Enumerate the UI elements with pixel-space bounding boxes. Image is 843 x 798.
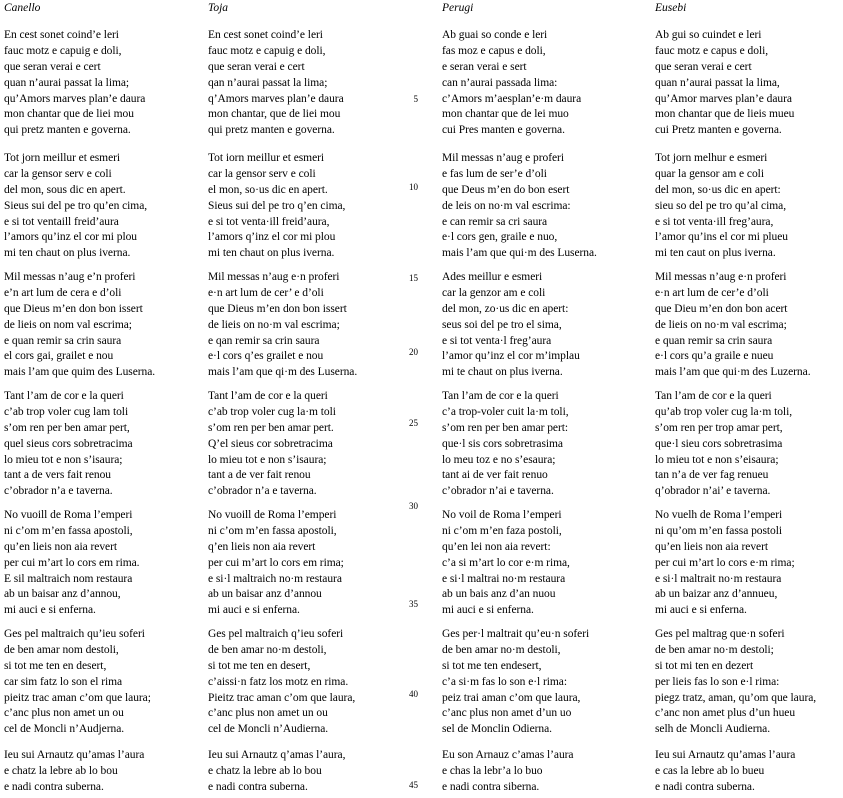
- verse-line: e si tot venta·l freg’aura: [442, 334, 552, 347]
- verse-line: car la genzor am e coli: [442, 286, 546, 299]
- verse-line: e nadi contra suberna.: [208, 780, 308, 793]
- verse-line: c’anc plus non amet un ou: [208, 707, 328, 720]
- verse-line: ab un baisar anz d’annou: [208, 588, 322, 601]
- verse-line: per lieis fas lo son e·l rima:: [655, 675, 780, 688]
- stanza: [208, 508, 344, 619]
- verse-line: Mil messas n’aug e’n proferi: [4, 271, 136, 283]
- stanza: [442, 389, 569, 500]
- stanza: [655, 270, 811, 381]
- verse-line: e fas lum de ser’e d’oli: [442, 167, 547, 180]
- verse-line: Ges pel maltrag que·n soferi: [655, 628, 785, 640]
- stanza: [655, 28, 794, 139]
- verse-line: tant a de ver fait renou: [208, 469, 311, 482]
- verse-line: Sieus sui del pe tro q’en cima,: [208, 199, 346, 212]
- verse-line: que Dieu m’en don bon acert: [655, 302, 788, 315]
- verse-line: de lieis on nom val escrima;: [4, 318, 132, 331]
- verse-line: cel de Moncli n’Audierna.: [208, 723, 329, 736]
- line-number: 45: [409, 780, 418, 790]
- verse-line: mi ten chaut on plus iverna.: [4, 247, 131, 260]
- verse-line: e chatz la lebre ab lo bou: [208, 764, 322, 777]
- verse-line: si tot me ten en desert,: [208, 659, 311, 672]
- stanza: [655, 748, 795, 796]
- verse-line: lo mieu tot e non s’isaura;: [208, 453, 327, 466]
- verse-line: e nadi contra suberna.: [4, 780, 104, 793]
- verse-line: Tant l’am de cor e la queri: [208, 390, 328, 402]
- verse-line: mon chantar que de liei mou: [4, 108, 134, 121]
- verse-line: per cui m’art lo cors em rima.: [4, 556, 140, 569]
- line-number: 40: [409, 689, 418, 699]
- verse-line: s’om ren per ben amar pert:: [442, 421, 569, 434]
- stanza: [4, 28, 145, 139]
- verse-line: e·l cors gen, graile e nuo,: [442, 231, 558, 244]
- verse-line: pieitz trac aman c’om que laura;: [4, 691, 151, 704]
- verse-line: car sim fatz lo son el rima: [4, 675, 123, 688]
- verse-line: cel de Moncli n’Audjerna.: [4, 723, 125, 736]
- line-number: 5: [413, 94, 418, 104]
- verse-line: En cest sonet coind’e leri: [208, 29, 323, 41]
- verse-line: Pieitz trac aman c’om que laura,: [208, 691, 356, 704]
- verse-line: E sil maltraich nom restaura: [4, 572, 133, 585]
- verse-line: fauc motz e capuig e doli,: [208, 44, 326, 57]
- verse-line: Ges pel maltraich qu’ieu soferi: [4, 628, 145, 640]
- verse-line: l’amor qu’ins el cor mi plueu: [655, 231, 789, 244]
- verse-line: tant ai de ver fait renuo: [442, 469, 548, 482]
- verse-line: mais l’am que quim des Luserna.: [4, 366, 156, 379]
- verse-line: No vuelh de Roma l’emperi: [655, 509, 783, 521]
- stanza: [4, 151, 147, 262]
- verse-line: car la gensor serv e coli: [4, 167, 112, 180]
- verse-line: mi auci e si enferna.: [208, 604, 300, 617]
- verse-line: de leis on no·m val escrima:: [442, 199, 571, 212]
- verse-line: quan n’aurai passat la lima;: [4, 76, 130, 89]
- verse-line: lo meu toz e no s’esaura;: [442, 453, 556, 466]
- verse-line: e si·l maltrai no·m restaura: [442, 572, 566, 585]
- verse-line: que seran verai e cert: [208, 60, 305, 73]
- verse-line: Ges pel maltraich q’ieu soferi: [208, 628, 344, 640]
- verse-line: s’om ren per ben amar pert,: [4, 421, 130, 434]
- stanza: [442, 748, 573, 796]
- verse-line: sel de Monclin Odierna.: [442, 723, 552, 736]
- verse-line: selh de Moncli Audierna.: [655, 723, 771, 736]
- verse-line: c’Amors m’aesplan’e·m daura: [442, 92, 582, 105]
- verse-line: de ben amar no·m destoli;: [655, 643, 774, 656]
- stanza: [208, 389, 336, 500]
- verse-line: si tot me ten en desert,: [4, 659, 107, 672]
- verse-line: c’anc non amet plus d’un hueu: [655, 707, 796, 720]
- verse-line: mi auci e si enferna.: [655, 604, 747, 617]
- verse-line: qu’en lieis non aia revert: [4, 540, 118, 553]
- verse-line: e chatz la lebre ab lo bou: [4, 764, 118, 777]
- verse-line: e nadi contra siberna.: [442, 780, 540, 793]
- verse-line: En cest sonet coind’e leri: [4, 29, 119, 41]
- verse-line: quel sieus cors sobretracima: [4, 437, 133, 450]
- verse-line: qu’en lieis non aia revert: [655, 540, 769, 553]
- stanza: [4, 748, 144, 796]
- verse-line: e si tot venta·ill freg’aura,: [655, 215, 774, 228]
- stanza: [442, 151, 597, 262]
- verse-line: cui Pretz manten e governa.: [655, 124, 782, 137]
- verse-line: No voil de Roma l’emperi: [442, 509, 562, 521]
- verse-line: del mon, zo·us dic en apert:: [442, 302, 569, 315]
- verse-line: e can remir sa cri saura: [442, 215, 548, 228]
- verse-line: ab un bais anz d’an nuou: [442, 588, 556, 601]
- verse-line: Ab guai so conde e leri: [442, 29, 548, 41]
- verse-line: Sieus sui del pe tro qu’en cima,: [4, 199, 148, 212]
- verse-line: mi ten chaut on plus iverna.: [208, 247, 335, 260]
- verse-line: fauc motz e capus e doli,: [655, 44, 769, 57]
- verse-line: Mil messas n’aug e·n proferi: [655, 271, 787, 283]
- verse-line: qu’en lei non aia revert:: [442, 540, 551, 553]
- verse-line: qan n’aurai passat la lima;: [208, 76, 328, 89]
- stanza: [655, 389, 792, 500]
- verse-line: Tan l’am de cor e la queri: [655, 390, 772, 402]
- verse-line: e si·l maltraich no·m restaura: [208, 572, 342, 585]
- verse-line: de ben amar nom destoli,: [4, 643, 119, 656]
- verse-line: qu’Amor marves plan’e daura: [655, 92, 792, 105]
- stanza: [442, 28, 581, 139]
- verse-line: Tant l’am de cor e la queri: [4, 390, 124, 402]
- verse-line: si tot me ten endesert,: [442, 659, 542, 672]
- verse-line: c’ab trop voler cug la·m toli: [208, 405, 336, 418]
- stanza: [4, 508, 140, 619]
- stanza: [208, 627, 355, 738]
- verse-line: e si tot ventaill freid’aura: [4, 215, 119, 228]
- verse-line: mon chantar que de lei muo: [442, 108, 569, 121]
- column-heading: Eusebi: [655, 2, 687, 14]
- verse-line: mais l’am que qi·m des Luserna.: [208, 366, 358, 379]
- verse-line: Ab gui so cuindet e leri: [655, 29, 762, 41]
- verse-line: c’obrador n’a e taverna.: [208, 485, 317, 498]
- verse-line: el mon, so·us dic en apert.: [208, 183, 328, 196]
- verse-line: Tan l’am de cor e la queri: [442, 390, 559, 402]
- verse-line: Tot iorn meillur et esmeri: [208, 152, 325, 164]
- verse-line: fauc motz e capuig e doli,: [4, 44, 122, 57]
- verse-line: ni qu’om m’en fassa postoli: [655, 524, 783, 537]
- verse-line: ab un baisar anz d’annou,: [4, 588, 121, 601]
- verse-line: Mil messas n’aug e·n proferi: [208, 271, 340, 283]
- stanza: [208, 748, 345, 796]
- verse-line: per cui m’art lo cors em rima;: [208, 556, 344, 569]
- verse-line: c’a si·m fas lo son e·l rima:: [442, 675, 568, 688]
- line-number: 30: [409, 501, 418, 511]
- column-heading: Perugi: [442, 2, 474, 14]
- verse-line: e·n art lum de cer’ e d’oli: [208, 286, 324, 299]
- verse-line: s’om ren per ben amar pert.: [208, 421, 334, 434]
- verse-line: cui Pres manten e governa.: [442, 124, 565, 137]
- verse-line: que seran verai e cert: [655, 60, 752, 73]
- verse-line: c’ab trop voler cug lam toli: [4, 405, 129, 418]
- verse-line: ni c’om m’en fassa apostoli,: [208, 524, 337, 537]
- verse-line: c’a trop-voler cuit la·m toli,: [442, 405, 569, 418]
- verse-line: Tot jorn melhur e esmeri: [655, 152, 768, 164]
- verse-line: mais l’am que qui·m des Luserna.: [442, 247, 597, 260]
- verse-line: Mil messas n’aug e proferi: [442, 152, 564, 164]
- line-number: 25: [409, 418, 418, 428]
- verse-line: que Dieus m’en don bon issert: [208, 302, 347, 315]
- stanza: [655, 627, 816, 738]
- verse-line: e seran verai e sert: [442, 60, 527, 73]
- verse-line: l’amors q’inz el cor mi plou: [208, 231, 336, 244]
- verse-line: seus soi del pe tro el sima,: [442, 318, 562, 331]
- verse-line: c’aissi·n fatz los motz en rima.: [208, 675, 349, 688]
- verse-line: mon chantar, que de liei mou: [208, 108, 341, 121]
- verse-line: que seran verai e cert: [4, 60, 101, 73]
- verse-line: piegz tratz, aman, qu’om que laura,: [655, 691, 817, 704]
- verse-line: tant a de vers fait renou: [4, 469, 111, 482]
- verse-line: c’anc plus non amet un ou: [4, 707, 124, 720]
- verse-line: que Dieus m’en don bon issert: [4, 302, 143, 315]
- line-number: 15: [409, 273, 418, 283]
- verse-line: del mon, sous dic en apert.: [4, 183, 126, 196]
- stanza: [442, 627, 589, 738]
- verse-line: qu’ab trop voler cug la·m toli,: [655, 405, 793, 418]
- verse-line: que·l sieu cors sobretrasima: [655, 437, 783, 450]
- verse-line: e chas la lebr’a lo buo: [442, 764, 543, 777]
- verse-line: e·l cors qu’a graile e nueu: [655, 350, 774, 363]
- verse-line: Tot jorn meillur et esmeri: [4, 152, 121, 164]
- verse-line: mi ten caut on plus iverna.: [655, 247, 776, 260]
- verse-line: ni c’om m’en fassa apostoli,: [4, 524, 133, 537]
- stanza: [442, 508, 570, 619]
- verse-line: e·l cors q’es grailet e nou: [208, 350, 324, 363]
- stanza: [655, 508, 795, 619]
- verse-line: c’anc plus non amet d’un uo: [442, 707, 572, 720]
- verse-line: e qan remir sa crin saura: [208, 334, 320, 347]
- verse-line: q’obrador n’ai’ e taverna.: [655, 485, 771, 498]
- stanza: [4, 270, 155, 381]
- verse-line: peiz trai aman c’om que laura,: [442, 691, 581, 704]
- verse-line: lo mieu tot e non s’eisaura;: [655, 453, 779, 466]
- verse-line: de ben amar no·m destoli,: [208, 643, 327, 656]
- verse-line: mi auci e si enferna.: [4, 604, 96, 617]
- verse-line: de lieis on no·m val escrima;: [208, 318, 340, 331]
- verse-line: tan n’a de ver fag renueu: [655, 469, 769, 482]
- stanza: [208, 28, 344, 139]
- verse-line: Ieu sui Arnautz q’amas l’aura,: [208, 749, 346, 761]
- line-number: 20: [409, 347, 418, 357]
- verse-line: de lieis on no·m val escrima;: [655, 318, 787, 331]
- verse-line: e quan remir sa crin saura: [655, 334, 773, 347]
- verse-line: mon chantar que de lieis mueu: [655, 108, 795, 121]
- verse-line: Ades meillur e esmeri: [442, 271, 543, 283]
- verse-line: l’amors qu’inz el cor mi plou: [4, 231, 138, 244]
- stanza: [4, 389, 133, 500]
- verse-line: e’n art lum de cera e d’oli: [4, 286, 122, 299]
- verse-line: qui pretz manten e governa.: [208, 124, 335, 137]
- verse-line: que Deus m’en do bon esert: [442, 183, 570, 196]
- verse-line: que·l sis cors sobretrasima: [442, 437, 563, 450]
- column-heading: Canello: [4, 2, 41, 14]
- verse-line: ab un baizar anz d’annueu,: [655, 588, 778, 601]
- verse-line: fas moz e capus e doli,: [442, 44, 546, 57]
- line-number: 10: [409, 182, 418, 192]
- verse-line: q’en lieis non aia revert: [208, 540, 316, 553]
- verse-line: c’obrador n’ai e taverna.: [442, 485, 554, 498]
- stanza: [208, 270, 357, 381]
- verse-line: per cui m’art lo cors e·m rima;: [655, 556, 795, 569]
- verse-line: Ieu sui Arnautz qu’amas l’aura: [4, 749, 145, 761]
- verse-line: sieu so del pe tro qu’al cima,: [655, 199, 787, 212]
- verse-line: si tot mi ten en dezert: [655, 659, 754, 672]
- verse-line: q’Amors marves plan’e daura: [208, 92, 344, 105]
- verse-line: s’om ren per trop amar pert,: [655, 421, 783, 434]
- verse-line: e cas la lebre ab lo bueu: [655, 764, 765, 777]
- verse-line: e si tot venta·ill freid’aura,: [208, 215, 330, 228]
- stanza: [655, 151, 788, 262]
- verse-line: e nadi contra suberna.: [655, 780, 755, 793]
- verse-line: e si·l maltrait no·m restaura: [655, 572, 782, 585]
- verse-line: quan n’aurai passat la lima,: [655, 76, 780, 89]
- verse-line: e·n art lum de cer’e d’oli: [655, 286, 769, 299]
- verse-line: el cors gai, grailet e nou: [4, 350, 114, 363]
- verse-line: Q’el sieus cor sobretracima: [208, 437, 333, 450]
- verse-line: mais l’am que qui·m des Luzerna.: [655, 366, 811, 379]
- verse-line: No vuoill de Roma l’emperi: [208, 509, 337, 521]
- verse-line: ni c’om m’en faza postoli,: [442, 524, 562, 537]
- stanza: [208, 151, 345, 262]
- verse-line: car la gensor serv e coli: [208, 167, 316, 180]
- column-heading: Toja: [208, 2, 229, 14]
- verse-line: Eu son Arnauz c’amas l’aura: [442, 749, 574, 761]
- verse-line: e quan remir sa crin saura: [4, 334, 122, 347]
- verse-line: c’obrador n’a e taverna.: [4, 485, 113, 498]
- verse-line: lo mieu tot e non s’isaura;: [4, 453, 123, 466]
- line-number: 35: [409, 599, 418, 609]
- stanza: [442, 270, 580, 381]
- verse-line: mi auci e si enferna.: [442, 604, 534, 617]
- verse-line: de ben amar no·m destoli,: [442, 643, 561, 656]
- verse-line: l’amor qu’inz el cor m’implau: [442, 350, 580, 363]
- verse-line: del mon, so·us dic en apert:: [655, 183, 781, 196]
- verse-line: quar la gensor am e coli: [655, 167, 764, 180]
- verse-line: No vuoill de Roma l’emperi: [4, 509, 133, 521]
- verse-line: c’a si m’art lo cor e·m rima,: [442, 556, 570, 569]
- stanza: [4, 627, 151, 738]
- verse-line: Ges per·l maltrait qu’eu·n soferi: [442, 628, 590, 640]
- verse-line: qu’Amors marves plan’e daura: [4, 92, 146, 105]
- verse-line: can n’aurai passada lima:: [442, 76, 558, 89]
- verse-line: mi te chaut on plus iverna.: [442, 366, 563, 379]
- verse-line: Ieu sui Arnautz qu’amas l’aura: [655, 749, 796, 761]
- verse-line: qui pretz manten e governa.: [4, 124, 131, 137]
